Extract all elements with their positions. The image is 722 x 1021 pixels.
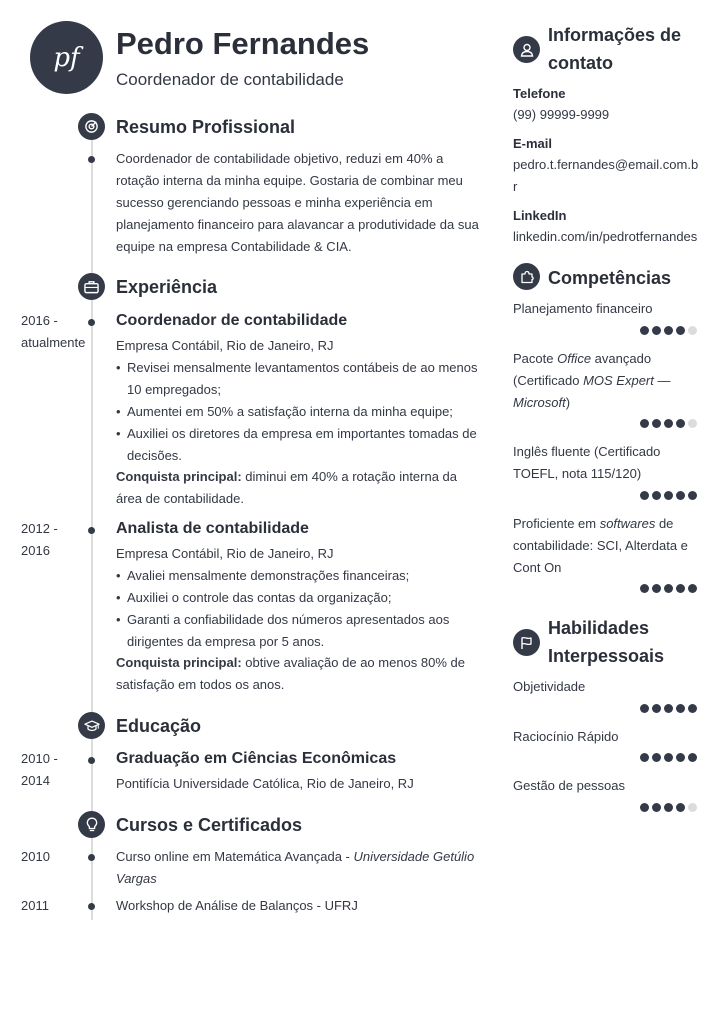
job-bullet: • Aumentei em 50% a satisfação interna da minha equipe;: [116, 401, 486, 423]
job-bullet: • Avaliei mensalmente demonstrações financeiras;: [116, 565, 486, 587]
rating-dot-filled: [676, 326, 685, 335]
summary-title: Resumo Profissional: [116, 117, 296, 137]
rating-dot-filled: [676, 803, 685, 812]
rating-dot-filled: [676, 584, 685, 593]
linkedin-value[interactable]: linkedin.com/in/pedrotfernandes: [513, 229, 698, 244]
experience-title: Experiência: [116, 277, 218, 297]
skill-rating: [640, 326, 697, 335]
email-line2: r: [513, 179, 518, 194]
education-title: Educação: [116, 716, 202, 736]
rating-dot-empty: [688, 419, 697, 428]
skill-name: Inglês fluente (Certificado TOEFL, nota 115/120): [513, 444, 661, 481]
course-text: Curso online em Matemática Avançada -: [116, 849, 354, 864]
candidate-name: Pedro Fernandes: [116, 26, 370, 61]
timeline-dot: [88, 156, 95, 163]
rating-dot-filled: [640, 491, 649, 500]
rating-dot-filled: [676, 753, 685, 762]
rating-dot-empty: [688, 803, 697, 812]
puzzle-icon: [513, 263, 540, 290]
rating-dot-filled: [664, 584, 673, 593]
email-label: E-mail: [513, 136, 553, 151]
job-title: Analista de contabilidade: [116, 520, 309, 537]
graduation-cap-icon: [78, 712, 105, 739]
rating-dot-filled: [688, 704, 697, 713]
rating-dot-filled: [664, 803, 673, 812]
achievement-text: obtive avaliação de ao menos 80% de satisfação em todos os anos.: [116, 655, 465, 692]
job-bullets: [116, 565, 486, 653]
rating-dot-empty: [688, 326, 697, 335]
rating-dot-filled: [688, 753, 697, 762]
phone-value: (99) 99999-9999: [513, 107, 610, 122]
rating-dot-filled: [664, 704, 673, 713]
timeline-dot: [88, 757, 95, 764]
rating-dot-filled: [688, 584, 697, 593]
job-date-start: 2012 -: [21, 521, 58, 536]
skill-name: Proficiente em softwares de contabilidade: SCI, Alterdata e Cont On: [513, 516, 688, 575]
email-line1: pedro.t.fernandes@email.com.b: [513, 157, 699, 172]
job-achievement: [116, 466, 486, 510]
skills-title: Competências: [548, 268, 672, 288]
soft-skill-name: Gestão de pessoas: [513, 778, 626, 793]
edu-school: Pontifícia Universidade Católica, Rio de Janeiro, RJ: [116, 776, 414, 791]
soft-skills-title-line1: Habilidades: [548, 618, 650, 638]
edu-degree: Graduação em Ciências Econômicas: [116, 750, 397, 767]
monogram-text: pf: [53, 42, 80, 73]
achievement-label: Conquista principal:: [116, 469, 242, 484]
soft-skill-name: Objetividade: [513, 679, 586, 694]
rating-dot-filled: [664, 419, 673, 428]
achievement-label: Conquista principal:: [116, 655, 242, 670]
edu-date-start: 2010 -: [21, 751, 58, 766]
rating-dot-filled: [652, 704, 661, 713]
summary-text: Coordenador de contabilidade objetivo, reduzi em 40% a rotação interna da minha equipe. Gostaria de combinar meu sucesso gerenciando pessoas e minha experiência em planejamento financeiro para alavancar a produtividade da sua equipe na empresa Contabilidade & CIA.: [116, 151, 479, 254]
rating-dot-filled: [652, 753, 661, 762]
job-company: Empresa Contábil, Rio de Janeiro, RJ: [116, 546, 334, 561]
job-title: Coordenador de contabilidade: [116, 312, 348, 329]
job-bullet: • Revisei mensalmente levantamentos contábeis de ao menos 10 empregados;: [116, 357, 486, 401]
skill-rating: [640, 491, 697, 500]
user-icon: [513, 36, 540, 63]
contact-title: [548, 21, 681, 77]
rating-dot-filled: [640, 704, 649, 713]
rating-dot-filled: [676, 419, 685, 428]
rating-dot-filled: [652, 419, 661, 428]
course-year: 2010: [21, 849, 50, 864]
rating-dot-filled: [640, 584, 649, 593]
job-date-start: 2016 -: [21, 313, 58, 328]
job-bullet: • Auxiliei o controle das contas da organização;: [116, 587, 486, 609]
job-achievement: [116, 652, 486, 696]
soft-skill-rating: [640, 704, 697, 713]
email-value[interactable]: [513, 154, 698, 198]
soft-skill-rating: [640, 803, 697, 812]
timeline-dot: [88, 854, 95, 861]
job-bullet: • Garanti a confiabilidade dos números apresentados aos dirigentes da empresa por 5 anos.: [116, 609, 486, 653]
courses-title: Cursos e Certificados: [116, 815, 303, 835]
rating-dot-filled: [640, 326, 649, 335]
monogram-avatar: [30, 21, 103, 94]
timeline-line: [91, 130, 93, 920]
rating-dot-filled: [676, 491, 685, 500]
job-date-end: atualmente: [21, 335, 86, 350]
rating-dot-filled: [652, 491, 661, 500]
soft-skill-rating: [640, 753, 697, 762]
course-item: [116, 846, 488, 890]
rating-dot-filled: [652, 584, 661, 593]
job-bullet: • Auxiliei os diretores da empresa em importantes tomadas de decisões.: [116, 423, 486, 467]
job-date-end: 2016: [21, 543, 50, 558]
briefcase-icon: [78, 273, 105, 300]
lightbulb-icon: [78, 811, 105, 838]
rating-dot-filled: [664, 326, 673, 335]
timeline-dot: [88, 903, 95, 910]
contact-title-line2: contato: [548, 53, 613, 73]
course-year: 2011: [21, 898, 49, 913]
job-company: Empresa Contábil, Rio de Janeiro, RJ: [116, 338, 334, 353]
soft-skills-title: [548, 614, 664, 670]
flag-icon: [513, 629, 540, 656]
contact-title-line1: Informações de: [548, 25, 682, 45]
phone-label: Telefone: [513, 86, 566, 101]
rating-dot-filled: [640, 803, 649, 812]
skill-rating: [640, 584, 697, 593]
timeline-dot: [88, 527, 95, 534]
rating-dot-filled: [640, 753, 649, 762]
rating-dot-filled: [664, 491, 673, 500]
course-text: Workshop de Análise de Balanços - UFRJ: [116, 898, 358, 913]
timeline-dot: [88, 319, 95, 326]
rating-dot-filled: [676, 704, 685, 713]
rating-dot-filled: [688, 491, 697, 500]
rating-dot-filled: [664, 753, 673, 762]
skill-name: Planejamento financeiro: [513, 301, 653, 316]
skill-rating: [640, 419, 697, 428]
edu-date-end: 2014: [21, 773, 50, 788]
course-institution: Universidade Getúlio Vargas: [116, 849, 475, 886]
target-icon: [78, 113, 105, 140]
rating-dot-filled: [640, 419, 649, 428]
candidate-role: Coordenador de contabilidade: [116, 70, 344, 89]
job-bullets: [116, 357, 486, 467]
skill-name: Pacote Office avançado (Certificado MOS Expert — Microsoft): [513, 351, 671, 410]
soft-skill-name: Raciocínio Rápido: [513, 729, 619, 744]
soft-skills-title-line2: Interpessoais: [548, 646, 665, 666]
linkedin-label: LinkedIn: [513, 208, 567, 223]
achievement-text: diminui em 40% a rotação interna da área de contabilidade.: [116, 469, 458, 506]
rating-dot-filled: [652, 326, 661, 335]
rating-dot-filled: [652, 803, 661, 812]
